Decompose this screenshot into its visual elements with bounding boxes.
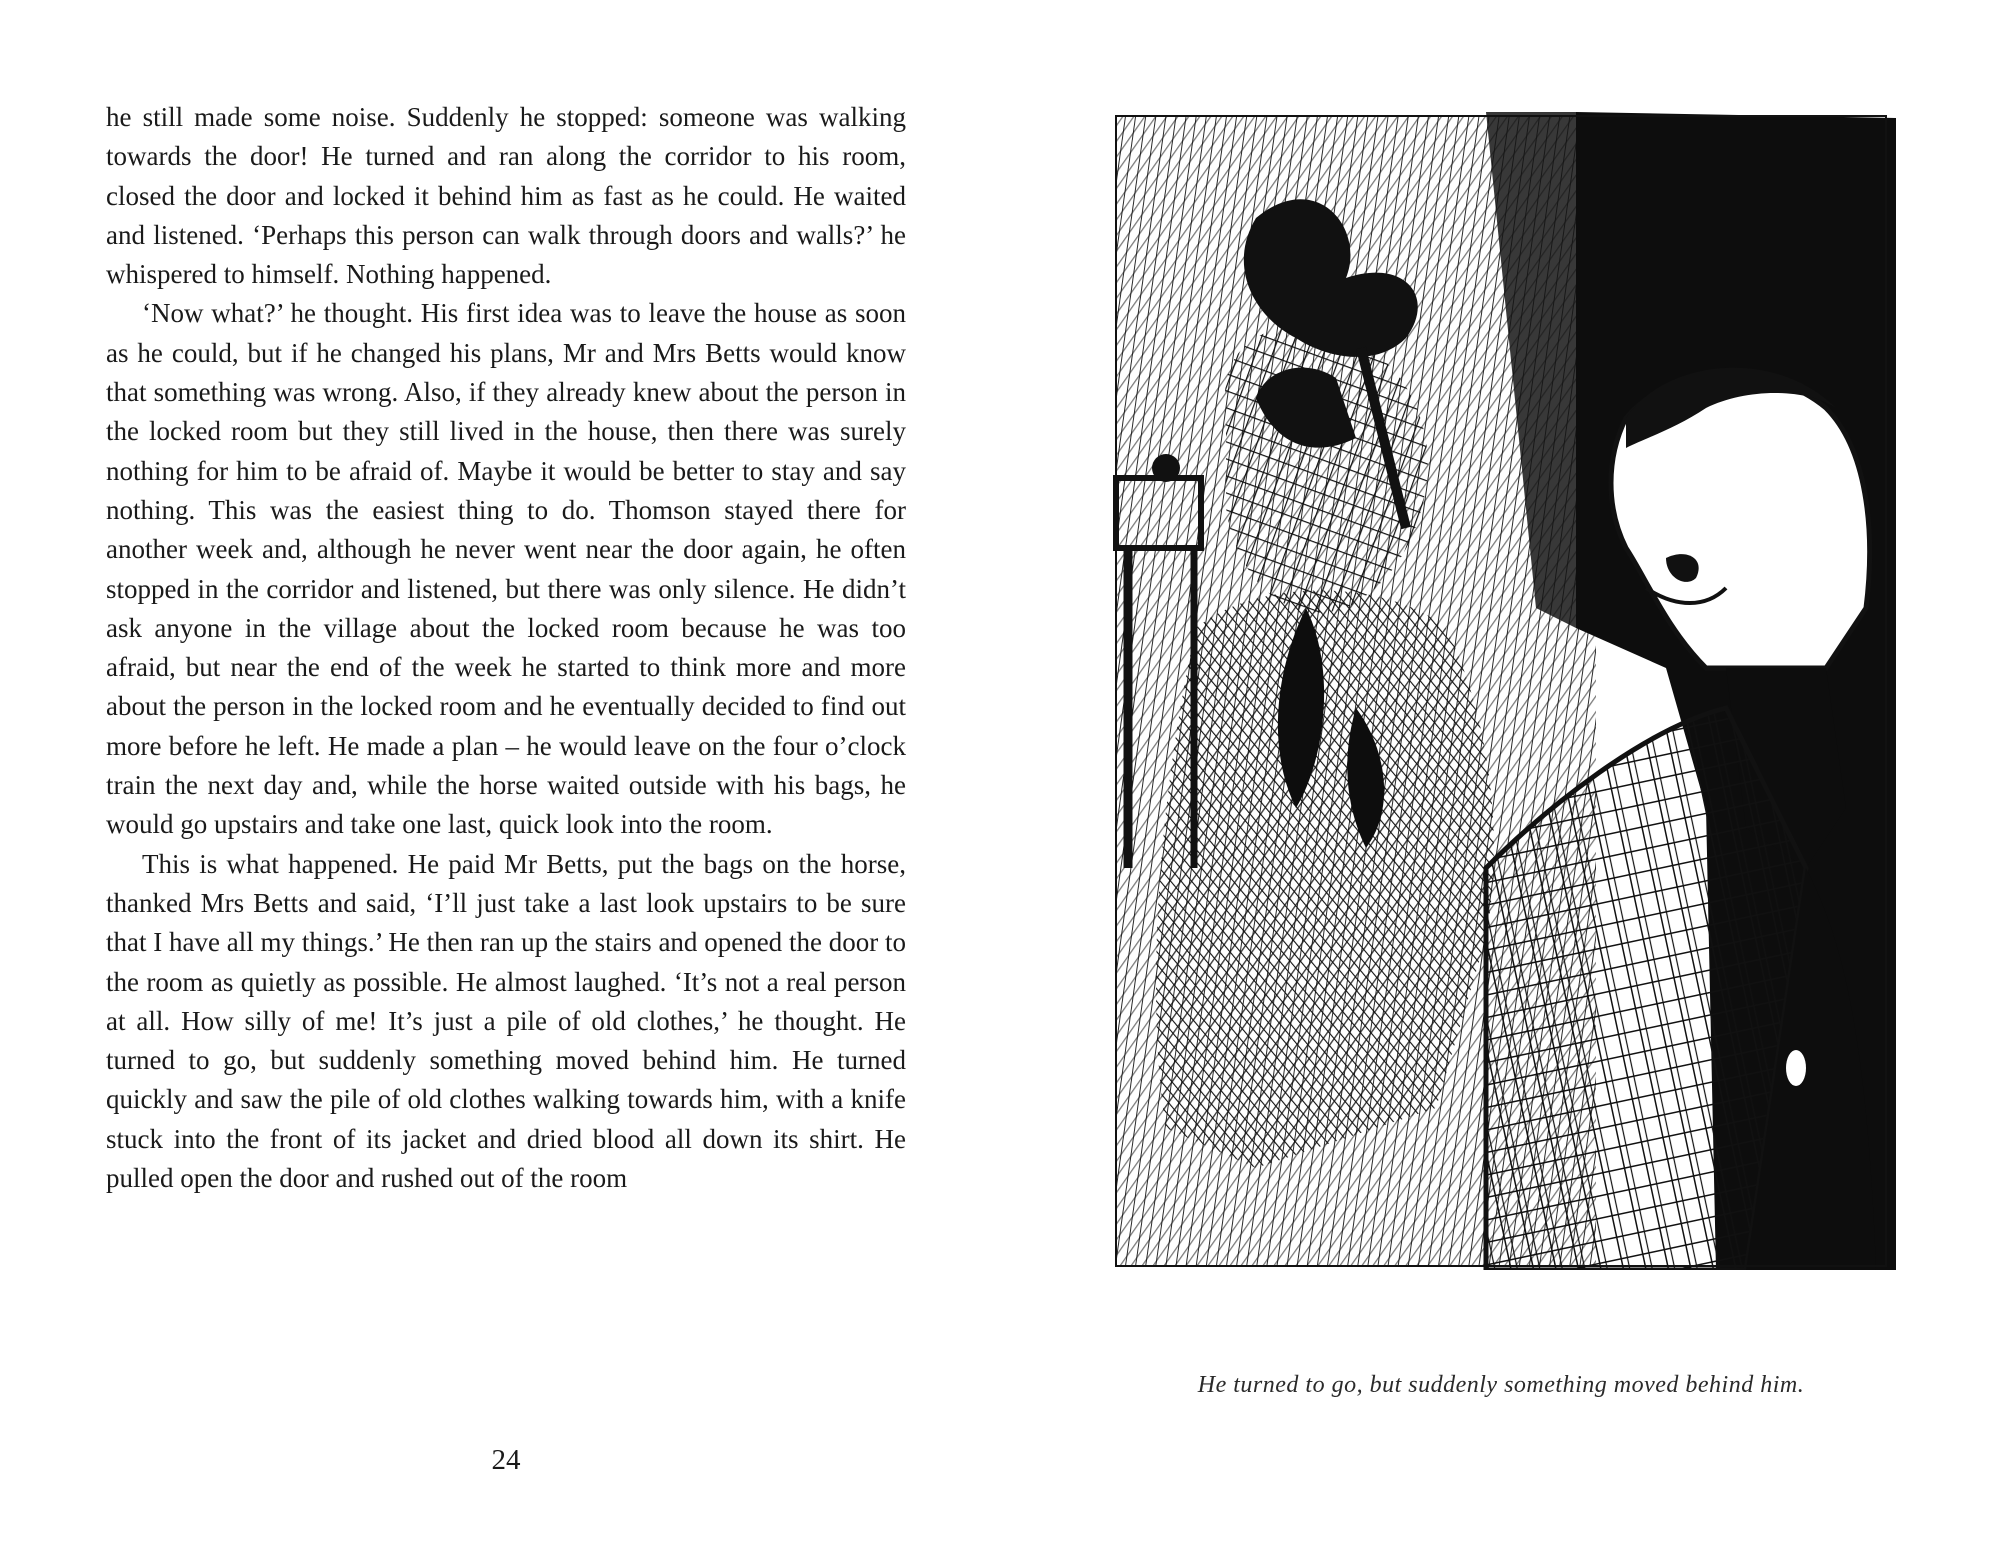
- paragraph-2: ‘Now what?’ he thought. His first idea was to leave the house as soon as he could, but if he changed his plans, Mr and Mrs Betts would know that something was wrong. Also, if they already knew about the person in the locked room but they still lived in the house, then there was surely nothing for him to be afraid of. Maybe it would be better to stay and say nothing. This was the easiest thing to do. Thomson stayed there for another week and, although he never went near the door again, he often stopped in the corridor and listened, but there was only silence. He didn’t ask anyone in the village about the locked room because he was too afraid, but near the end of the week he started to think more and more about the person in the locked room and he eventually decided to find out more before he left. He made a plan – he would leave on the four o’clock train the next day and, while the horse waited outside with his bags, he would go upstairs and take one last, quick look into the room.: [106, 298, 906, 840]
- illustration-drawing: [1106, 108, 1896, 1270]
- paragraph-1: he still made some noise. Suddenly he stopped: someone was walking towards the door! He turned and ran along the corridor to his room, closed the door and locked it behind him as fast as he could. He waited and listened. ‘Perhaps this person can walk through doors and walls?’ he whispered to himself. Nothing happened.: [106, 102, 906, 290]
- left-page-text: [106, 98, 906, 1198]
- illustration-caption: He turned to go, but suddenly something moved behind him.: [1197, 1372, 1805, 1398]
- ink-illustration: [1106, 108, 1896, 1270]
- paragraph-3: This is what happened. He paid Mr Betts, put the bags on the horse, thanked Mrs Betts and said, ‘I’ll just take a last look upstairs to be sure that I have all my things.’ He then ran up the stairs and opened the door to the room as quietly as possible. He almost laughed. ‘It’s not a real person at all. How silly of me! It’s just a pile of old clothes,’ he thought. He turned to go, but suddenly something moved behind him. He turned quickly and saw the pile of old clothes walking towards him, with a knife stuck into the front of its jacket and dried blood all down its shirt. He pulled open the door and rushed out of the room: [106, 848, 906, 1194]
